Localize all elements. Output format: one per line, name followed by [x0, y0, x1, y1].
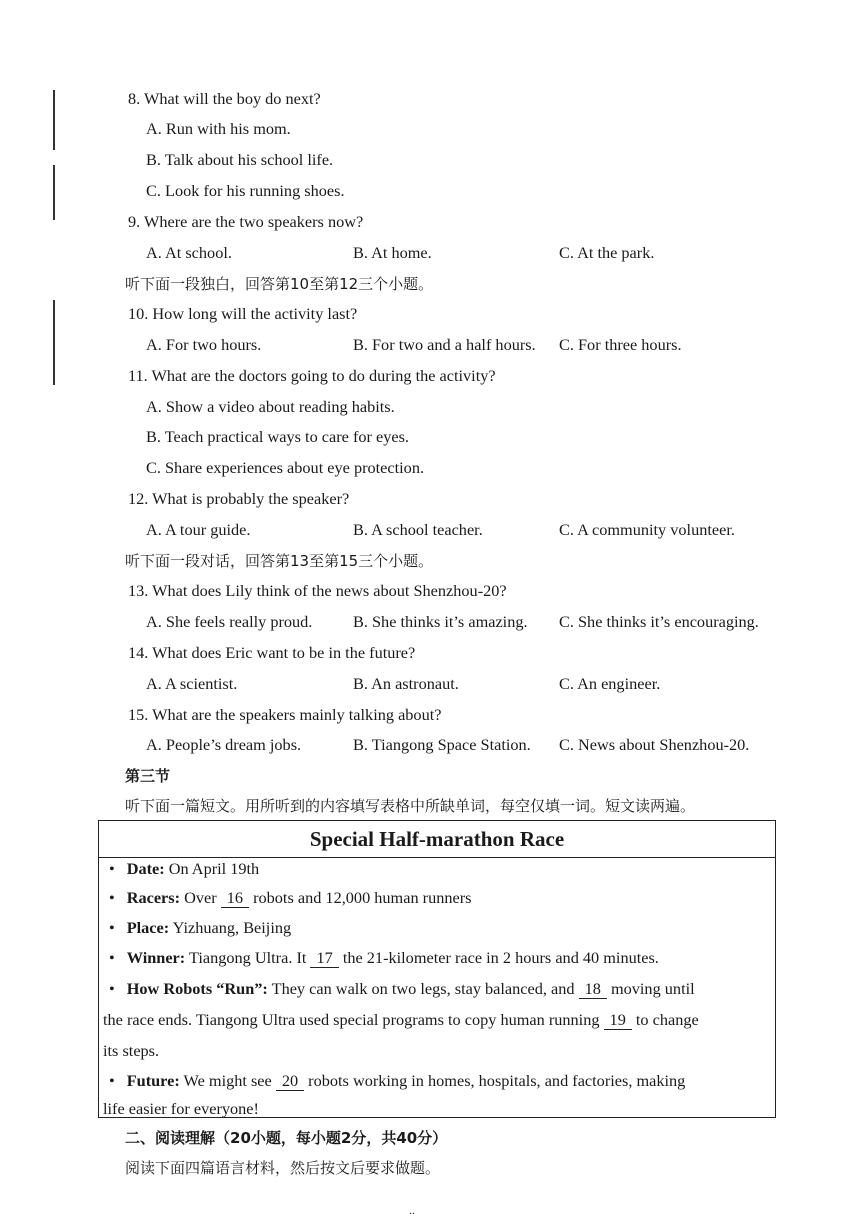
option: B. Teach practical ways to care for eyes. — [146, 427, 410, 446]
field-label: Racers: — [126, 888, 181, 907]
option: B. Tiangong Space Station. — [353, 735, 531, 754]
section-instruction: 听下面一段对话，回答第13至第15三个小题。 — [125, 552, 434, 570]
table-row-place — [109, 918, 291, 938]
option: A. People’s dream jobs. — [146, 735, 302, 754]
option: B. A school teacher. — [353, 520, 483, 539]
option: A. Run with his mom. — [146, 119, 291, 138]
part-heading: 二、阅读理解（20小题，每小题2分，共40分） — [125, 1129, 448, 1147]
page-mark: .. — [409, 1203, 415, 1217]
field-value: They can walk on two legs, stay balanced, and — [267, 979, 579, 998]
field-value: robots and 12,000 human runners — [249, 888, 472, 907]
section-instruction: 听下面一篇短文。用所听到的内容填写表格中所缺单词，每空仅填一词。短文读两遍。 — [125, 797, 696, 815]
field-value: Tiangong Ultra. It — [185, 948, 311, 967]
table-row-how-cont: its steps. — [103, 1041, 160, 1060]
field-value: the 21-kilometer race in 2 hours and 40 minutes. — [338, 948, 659, 967]
option: A. A tour guide. — [146, 520, 251, 539]
field-value: We might see — [179, 1071, 276, 1090]
table-title: Special Half-marathon Race — [99, 821, 775, 858]
bullet: • — [109, 888, 115, 907]
option: B. For two and a half hours. — [353, 335, 536, 354]
answer-blank-20[interactable]: 20 — [276, 1072, 304, 1091]
question-stem: 10. How long will the activity last? — [128, 304, 358, 323]
field-label: Future: — [126, 1071, 180, 1090]
option: A. At school. — [146, 243, 232, 262]
option: C. At the park. — [559, 243, 655, 262]
binding-mark — [53, 300, 55, 385]
option: C. Share experiences about eye protection. — [146, 458, 425, 477]
table-row-racers — [109, 888, 472, 908]
option: A. For two hours. — [146, 335, 262, 354]
part-instruction: 阅读下面四篇语言材料，然后按文后要求做题。 — [125, 1159, 441, 1177]
field-value: Over — [180, 888, 221, 907]
section-title: 第三节 — [125, 767, 171, 785]
option: B. Talk about his school life. — [146, 150, 334, 169]
bullet: • — [109, 1071, 115, 1090]
option: A. She feels really proud. — [146, 612, 313, 631]
bullet: • — [109, 948, 115, 967]
table-row-winner — [109, 948, 659, 968]
section-instruction: 听下面一段独白，回答第10至第12三个小题。 — [125, 275, 434, 293]
option: C. News about Shenzhou-20. — [559, 735, 750, 754]
option: A. A scientist. — [146, 674, 238, 693]
field-value: On April 19th — [164, 859, 260, 878]
table-row-date — [109, 859, 259, 879]
option: B. An astronaut. — [353, 674, 459, 693]
field-value: moving until — [606, 979, 695, 998]
bullet: • — [109, 918, 115, 937]
question-stem: 13. What does Lily think of the news about Shenzhou-20? — [128, 581, 507, 600]
binding-mark — [53, 165, 55, 220]
answer-blank-17[interactable]: 17 — [310, 949, 338, 968]
question-stem: 14. What does Eric want to be in the future? — [128, 643, 416, 662]
field-label: Place: — [126, 918, 170, 937]
field-value: robots working in homes, hospitals, and factories, making — [304, 1071, 686, 1090]
question-stem: 8. What will the boy do next? — [128, 89, 321, 108]
option: B. At home. — [353, 243, 432, 262]
table-row-how — [109, 979, 695, 999]
answer-blank-19[interactable]: 19 — [604, 1011, 632, 1030]
bullet: • — [109, 979, 115, 998]
question-stem: 12. What is probably the speaker? — [128, 489, 350, 508]
binding-mark — [53, 90, 55, 150]
option: C. A community volunteer. — [559, 520, 735, 539]
answer-blank-16[interactable]: 16 — [221, 889, 249, 908]
field-value: Yizhuang, Beijing — [169, 918, 292, 937]
field-value: to change — [631, 1010, 699, 1029]
info-table — [98, 820, 776, 1118]
field-label: How Robots “Run”: — [126, 979, 268, 998]
option: A. Show a video about reading habits. — [146, 397, 395, 416]
option: B. She thinks it’s amazing. — [353, 612, 528, 631]
option: C. Look for his running shoes. — [146, 181, 345, 200]
option: C. For three hours. — [559, 335, 682, 354]
table-row-future — [109, 1071, 685, 1091]
table-row-how-cont — [103, 1010, 699, 1030]
answer-blank-18[interactable]: 18 — [579, 980, 607, 999]
question-stem: 9. Where are the two speakers now? — [128, 212, 364, 231]
field-value: the race ends. Tiangong Ultra used special programs to copy human running — [103, 1010, 604, 1029]
option: C. An engineer. — [559, 674, 661, 693]
field-label: Date: — [126, 859, 165, 878]
question-stem: 15. What are the speakers mainly talking about? — [128, 705, 442, 724]
table-row-future-cont: life easier for everyone! — [103, 1099, 259, 1118]
bullet: • — [109, 859, 115, 878]
field-label: Winner: — [126, 948, 186, 967]
question-stem: 11. What are the doctors going to do during the activity? — [128, 366, 496, 385]
option: C. She thinks it’s encouraging. — [559, 612, 759, 631]
